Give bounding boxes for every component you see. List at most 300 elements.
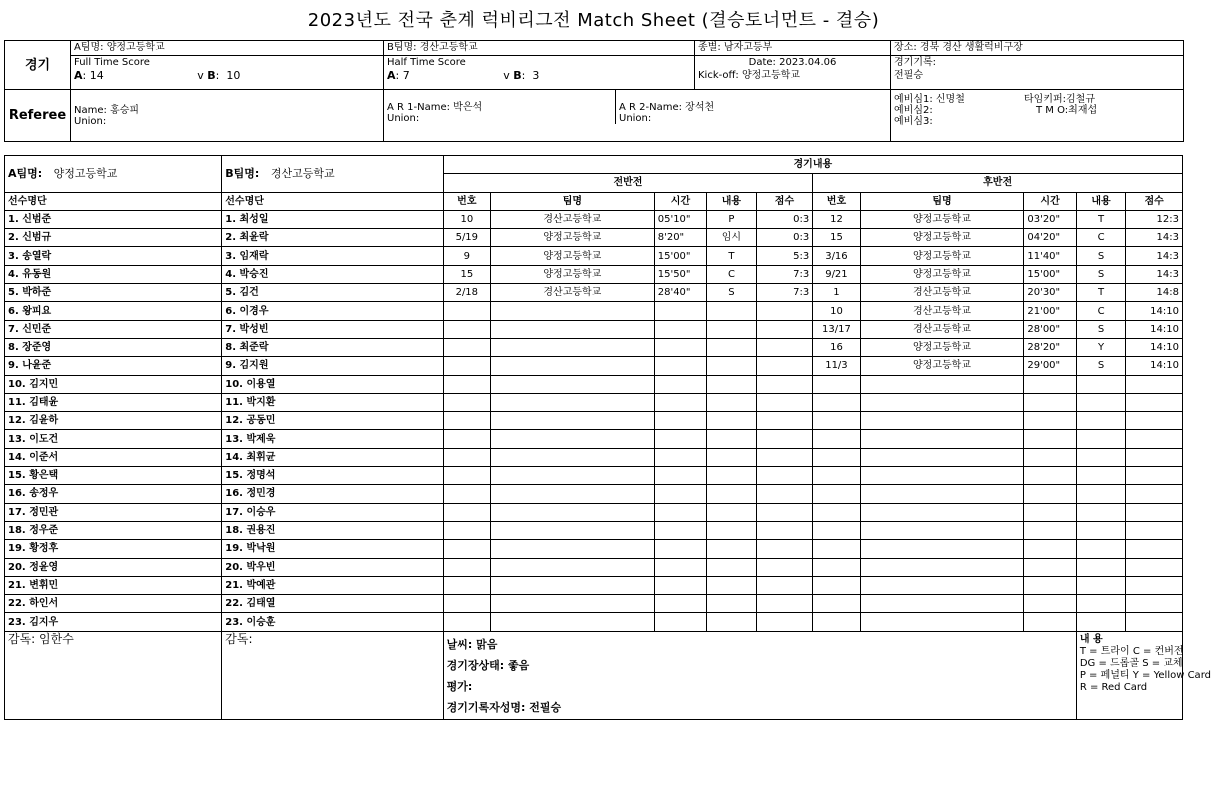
second-half-title: 후반전 (813, 174, 1183, 192)
evaluation: 평가: (446, 679, 473, 693)
second-half-score (1126, 430, 1183, 448)
second-half-no (813, 595, 860, 613)
legend-line-3: P = 페널티 Y = Yellow Card (1079, 669, 1211, 681)
second-half-team (860, 613, 1024, 631)
half-time-score (384, 56, 695, 90)
second-col-time: 시간 (1024, 192, 1077, 210)
first-half-score (756, 613, 813, 631)
first-half-no (443, 558, 490, 576)
table-row (5, 412, 1183, 430)
first-half-no (443, 485, 490, 503)
half-time-values: A: 7 v B: 3 (387, 69, 540, 82)
record-value: 전필승 (894, 70, 923, 81)
second-half-time (1024, 613, 1077, 631)
first-half-no (443, 595, 490, 613)
second-half-no: 15 (813, 229, 860, 247)
roster-b-player: 14. 최휘균 (222, 448, 443, 466)
first-half-team (491, 393, 655, 411)
second-half-team (860, 375, 1024, 393)
table-row (5, 448, 1183, 466)
legend (1076, 631, 1211, 719)
second-half-content (1076, 558, 1125, 576)
roster-b-player: 5. 김건 (222, 284, 443, 302)
first-half-team (491, 302, 655, 320)
second-half-team (860, 595, 1024, 613)
roster-b-player: 6. 이경우 (222, 302, 443, 320)
first-half-score (756, 576, 813, 594)
first-half-score (756, 467, 813, 485)
second-half-content (1076, 595, 1125, 613)
second-half-team: 경산고등학교 (860, 302, 1024, 320)
referee-cell (71, 90, 384, 142)
roster-b-player: 19. 박낙원 (222, 540, 443, 558)
roster-a-player: 13. 이도건 (5, 430, 222, 448)
second-half-team (860, 448, 1024, 466)
first-half-content: T (707, 247, 756, 265)
second-half-team: 양정고등학교 (860, 357, 1024, 375)
roster-b-player: 16. 정민경 (222, 485, 443, 503)
roster-b-player: 8. 최준락 (222, 338, 443, 356)
first-half-no (443, 302, 490, 320)
second-half-content (1076, 467, 1125, 485)
second-half-content (1076, 375, 1125, 393)
first-half-team: 양정고등학교 (491, 229, 655, 247)
first-half-no (443, 320, 490, 338)
roster-b-player: 11. 박지환 (222, 393, 443, 411)
roster-a-player: 19. 황정후 (5, 540, 222, 558)
second-half-score (1126, 613, 1183, 631)
ar1-block (384, 90, 616, 124)
full-a-score: 14 (89, 69, 104, 82)
first-half-score: 5:3 (756, 247, 813, 265)
roster-b-player: 1. 최성일 (222, 210, 443, 228)
second-half-content (1076, 503, 1125, 521)
roster-a-player: 18. 정우준 (5, 521, 222, 539)
team-a-header: A팀명: 양정고등학교 (71, 41, 384, 56)
second-col-score: 점수 (1126, 192, 1183, 210)
table-row (5, 485, 1183, 503)
first-half-no (443, 467, 490, 485)
first-half-content: S (707, 284, 756, 302)
roster-a-player: 8. 장준영 (5, 338, 222, 356)
roster-b-player: 22. 김태열 (222, 595, 443, 613)
first-half-score: 7:3 (756, 265, 813, 283)
team-b-label: B팀명: (225, 167, 260, 181)
first-half-score (756, 540, 813, 558)
second-half-team (860, 576, 1024, 594)
first-half-content (707, 430, 756, 448)
kickoff: Kick-off: 양정고등학교 (698, 70, 800, 81)
first-half-score (756, 338, 813, 356)
table-row (5, 210, 1183, 228)
first-half-time (654, 595, 707, 613)
weather: 날씨: 맑음 (446, 637, 498, 651)
first-half-no: 15 (443, 265, 490, 283)
recorder: 경기기록자성명: 전필승 (446, 700, 562, 714)
second-half-content: S (1076, 247, 1125, 265)
first-half-no (443, 448, 490, 466)
roster-a-player: 2. 신범규 (5, 229, 222, 247)
first-half-team (491, 576, 655, 594)
second-half-content: C (1076, 229, 1125, 247)
referee-label: Referee (5, 90, 71, 142)
first-half-team (491, 412, 655, 430)
legend-title: 내 용 (1079, 633, 1103, 645)
roster-a-player: 20. 정윤영 (5, 558, 222, 576)
second-half-time: 28'00" (1024, 320, 1077, 338)
half-time-label: Half Time Score (387, 57, 466, 68)
second-half-time (1024, 595, 1077, 613)
table-row (5, 338, 1183, 356)
first-half-time (654, 375, 707, 393)
second-half-content: S (1076, 320, 1125, 338)
first-half-score (756, 595, 813, 613)
first-col-time: 시간 (654, 192, 707, 210)
first-half-time (654, 576, 707, 594)
roster-b-player: 10. 이용열 (222, 375, 443, 393)
header-table (4, 40, 1184, 142)
second-half-score: 14:3 (1126, 247, 1183, 265)
second-half-no (813, 467, 860, 485)
second-half-time: 15'00" (1024, 265, 1077, 283)
first-half-time (654, 467, 707, 485)
reserve-2: 예비심2: (894, 105, 933, 116)
second-half-score (1126, 521, 1183, 539)
first-half-team (491, 448, 655, 466)
second-half-time (1024, 503, 1077, 521)
reserve-3: 예비심3: (894, 116, 933, 127)
first-half-content (707, 375, 756, 393)
second-half-score: 14:10 (1126, 320, 1183, 338)
first-half-content (707, 467, 756, 485)
first-half-time (654, 320, 707, 338)
record-label: 경기기록: (894, 57, 937, 68)
table-row (5, 229, 1183, 247)
second-half-time (1024, 558, 1077, 576)
roster-b-player: 13. 박제욱 (222, 430, 443, 448)
team-a-name: 양정고등학교 (53, 167, 118, 181)
first-half-no: 5/19 (443, 229, 490, 247)
second-half-score (1126, 375, 1183, 393)
second-col-no: 번호 (813, 192, 860, 210)
table-row (5, 284, 1183, 302)
first-half-team: 양정고등학교 (491, 265, 655, 283)
second-half-no (813, 540, 860, 558)
first-half-no (443, 375, 490, 393)
second-half-content (1076, 448, 1125, 466)
second-half-no: 12 (813, 210, 860, 228)
second-half-team (860, 393, 1024, 411)
roster-a-player: 14. 이준서 (5, 448, 222, 466)
second-half-no (813, 375, 860, 393)
first-half-time: 28'40" (654, 284, 707, 302)
ar-cell (384, 90, 891, 142)
second-col-team: 팀명 (860, 192, 1024, 210)
team-a-label: A팀명: (8, 167, 43, 181)
table-row (5, 265, 1183, 283)
first-half-no: 10 (443, 210, 490, 228)
second-half-score (1126, 576, 1183, 594)
second-half-no (813, 448, 860, 466)
roster-b-player: 2. 최윤락 (222, 229, 443, 247)
second-half-team (860, 412, 1024, 430)
roster-b-player: 4. 박승진 (222, 265, 443, 283)
venue: 장소: 경북 경산 생활럭비구장 (891, 41, 1184, 56)
first-half-score (756, 485, 813, 503)
first-half-time (654, 357, 707, 375)
first-half-time (654, 613, 707, 631)
ar2-block (616, 90, 717, 124)
roster-b-player: 9. 김지원 (222, 357, 443, 375)
roster-b-player: 23. 이승훈 (222, 613, 443, 631)
first-half-no (443, 357, 490, 375)
first-half-score: 0:3 (756, 210, 813, 228)
first-half-team (491, 357, 655, 375)
first-half-content (707, 412, 756, 430)
first-half-score (756, 503, 813, 521)
second-half-no (813, 576, 860, 594)
table-row (5, 247, 1183, 265)
second-half-no: 1 (813, 284, 860, 302)
page-title: 2023년도 전국 춘계 럭비리그전 Match Sheet (결승토너먼트 - 결승) (307, 10, 880, 31)
first-half-team (491, 375, 655, 393)
first-half-team (491, 613, 655, 631)
second-half-time: 11'40" (1024, 247, 1077, 265)
first-half-time (654, 540, 707, 558)
roster-b-player: 20. 박우빈 (222, 558, 443, 576)
second-half-score: 14:3 (1126, 265, 1183, 283)
first-half-score: 0:3 (756, 229, 813, 247)
first-half-time (654, 412, 707, 430)
team-b-name: 경산고등학교 (270, 167, 335, 181)
first-half-time (654, 448, 707, 466)
full-time-score (71, 56, 384, 90)
roster-a-player: 17. 정민관 (5, 503, 222, 521)
team-b-header: B팀명: 경산고등학교 (384, 41, 695, 56)
table-row (5, 558, 1183, 576)
referee-union: Union: (74, 115, 107, 127)
game-content-title: 경기내용 (443, 156, 1182, 174)
half-b-score: 3 (532, 69, 540, 82)
first-half-content (707, 503, 756, 521)
first-half-score (756, 375, 813, 393)
second-half-no (813, 613, 860, 631)
second-half-team (860, 558, 1024, 576)
second-half-no (813, 503, 860, 521)
first-half-no: 2/18 (443, 284, 490, 302)
second-half-team (860, 521, 1024, 539)
roster-b-player: 18. 권용진 (222, 521, 443, 539)
second-half-time: 21'00" (1024, 302, 1077, 320)
second-half-score (1126, 393, 1183, 411)
second-half-score: 14:10 (1126, 338, 1183, 356)
second-half-time (1024, 412, 1077, 430)
match-conditions (443, 631, 1076, 719)
second-half-content (1076, 412, 1125, 430)
first-half-time (654, 503, 707, 521)
table-row (5, 595, 1183, 613)
roster-b-player: 21. 박예관 (222, 576, 443, 594)
first-half-content (707, 448, 756, 466)
roster-a-player: 22. 하인서 (5, 595, 222, 613)
first-half-score (756, 521, 813, 539)
second-half-time (1024, 485, 1077, 503)
first-half-content (707, 613, 756, 631)
first-half-team (491, 540, 655, 558)
table-row (5, 430, 1183, 448)
coach-b: 감독: (222, 631, 443, 719)
first-half-no (443, 393, 490, 411)
reserve-1: 예비심1: 신명철 (894, 94, 965, 105)
first-col-content: 내용 (707, 192, 756, 210)
second-half-score (1126, 540, 1183, 558)
second-half-no (813, 393, 860, 411)
second-half-score: 12:3 (1126, 210, 1183, 228)
roster-a-player: 4. 유동원 (5, 265, 222, 283)
second-half-content (1076, 576, 1125, 594)
roster-a-player: 21. 변휘민 (5, 576, 222, 594)
first-half-content (707, 558, 756, 576)
first-half-no (443, 338, 490, 356)
table-row (5, 613, 1183, 631)
first-half-team: 경산고등학교 (491, 284, 655, 302)
first-half-team (491, 430, 655, 448)
second-half-no: 10 (813, 302, 860, 320)
first-half-content (707, 595, 756, 613)
second-half-no: 13/17 (813, 320, 860, 338)
first-half-title: 전반전 (443, 174, 813, 192)
second-half-content: S (1076, 265, 1125, 283)
second-half-content: C (1076, 302, 1125, 320)
second-half-team (860, 503, 1024, 521)
second-half-score (1126, 448, 1183, 466)
table-row (5, 375, 1183, 393)
first-half-team (491, 320, 655, 338)
second-half-no (813, 412, 860, 430)
team-a-title (5, 156, 222, 193)
second-half-score: 14:10 (1126, 357, 1183, 375)
game-table (4, 155, 1211, 720)
tmo: T M O:최재섭 (1036, 105, 1098, 116)
roster-a-player: 7. 신민준 (5, 320, 222, 338)
second-half-content: S (1076, 357, 1125, 375)
first-half-no (443, 540, 490, 558)
first-half-time: 05'10" (654, 210, 707, 228)
second-half-team: 양정고등학교 (860, 210, 1024, 228)
first-half-no (443, 521, 490, 539)
match-date: Date: 2023.04.06 (748, 57, 837, 68)
match-label: 경기 (5, 41, 71, 90)
ar2-union: Union: (619, 113, 652, 124)
first-half-no (443, 576, 490, 594)
roster-a-player: 1. 신범준 (5, 210, 222, 228)
second-half-no (813, 558, 860, 576)
second-half-score (1126, 412, 1183, 430)
second-half-score (1126, 467, 1183, 485)
second-half-content (1076, 430, 1125, 448)
record-cell (891, 56, 1184, 90)
second-half-time: 04'20" (1024, 229, 1077, 247)
roster-a-player: 5. 박하준 (5, 284, 222, 302)
second-half-time (1024, 576, 1077, 594)
first-half-content: C (707, 265, 756, 283)
first-half-content (707, 540, 756, 558)
first-half-team (491, 503, 655, 521)
roster-b-player: 7. 박성빈 (222, 320, 443, 338)
second-half-team: 경산고등학교 (860, 284, 1024, 302)
first-half-content (707, 521, 756, 539)
reserve-cell (891, 90, 1184, 142)
first-half-content (707, 576, 756, 594)
roster-a-player: 3. 송열락 (5, 247, 222, 265)
full-time-label: Full Time Score (74, 57, 150, 68)
second-half-no (813, 521, 860, 539)
second-half-score: 14:8 (1126, 284, 1183, 302)
second-half-time (1024, 521, 1077, 539)
first-half-no: 9 (443, 247, 490, 265)
first-half-content (707, 485, 756, 503)
first-half-team: 양정고등학교 (491, 247, 655, 265)
full-time-values: A: 14 v B: 10 (74, 69, 241, 82)
second-col-content: 내용 (1076, 192, 1125, 210)
first-half-score (756, 302, 813, 320)
second-half-team (860, 430, 1024, 448)
first-half-score (756, 558, 813, 576)
second-half-score (1126, 558, 1183, 576)
first-col-score: 점수 (756, 192, 813, 210)
field-condition: 경기장상태: 좋음 (446, 658, 530, 672)
second-half-team: 양정고등학교 (860, 338, 1024, 356)
roster-a-player: 12. 김윤하 (5, 412, 222, 430)
first-half-no (443, 430, 490, 448)
table-row (5, 521, 1183, 539)
legend-line-1: T = 트라이 C = 컨버전 (1079, 645, 1184, 657)
second-half-team (860, 485, 1024, 503)
timekeeper: 타임키퍼:김철규 (1024, 94, 1095, 105)
roster-b-player: 12. 공동민 (222, 412, 443, 430)
second-half-time (1024, 448, 1077, 466)
first-half-time (654, 302, 707, 320)
second-half-no: 16 (813, 338, 860, 356)
first-half-content: P (707, 210, 756, 228)
legend-line-4: R = Red Card (1079, 681, 1148, 693)
table-row (5, 302, 1183, 320)
first-half-time (654, 430, 707, 448)
second-half-team: 양정고등학교 (860, 247, 1024, 265)
second-half-score: 14:3 (1126, 229, 1183, 247)
second-half-team: 양정고등학교 (860, 265, 1024, 283)
second-half-no (813, 485, 860, 503)
first-half-no (443, 503, 490, 521)
second-half-content (1076, 521, 1125, 539)
first-half-score (756, 448, 813, 466)
first-half-content (707, 320, 756, 338)
second-half-no: 9/21 (813, 265, 860, 283)
roster-a-player: 9. 나윤준 (5, 357, 222, 375)
first-half-time: 15'50" (654, 265, 707, 283)
first-half-time (654, 485, 707, 503)
second-half-time (1024, 393, 1077, 411)
second-half-time (1024, 375, 1077, 393)
second-half-score (1126, 503, 1183, 521)
second-half-time: 20'30" (1024, 284, 1077, 302)
first-half-content: 임시 (707, 229, 756, 247)
first-half-team (491, 485, 655, 503)
first-half-team (491, 521, 655, 539)
second-half-time (1024, 467, 1077, 485)
second-half-time (1024, 540, 1077, 558)
first-half-score (756, 393, 813, 411)
